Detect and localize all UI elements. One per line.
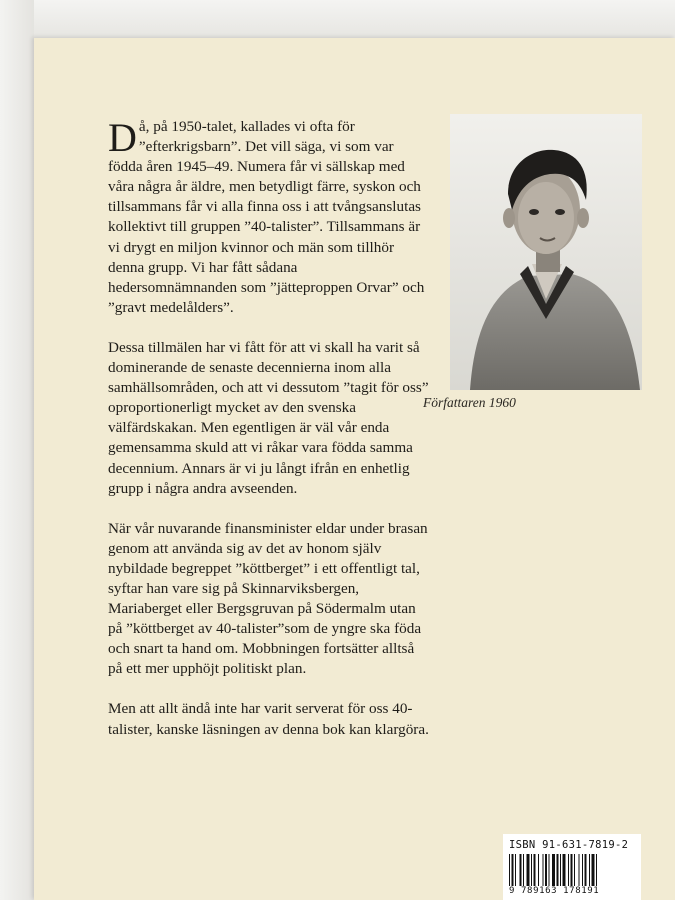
paragraph-3: När vår nuvarande finansminister eldar under brasan genom att använda sig av det av honom själv nybildade begreppet ”köttberget” i ett offentligt tal, syftar han vare sig på Skinnarviksbergen, Mariaberget eller Bergsgruvan på Södermalm utan på ”köttberget av 40-talister”som de yngre ska föda och snart ta hand om. Mobbningen fortsätter alltså på ett mer upphöjt politiskt plan. bbox=[108, 519, 428, 678]
author-photo bbox=[450, 114, 642, 390]
backdrop-left bbox=[0, 0, 34, 900]
blurb-text bbox=[108, 117, 430, 760]
backdrop-wall bbox=[0, 0, 675, 40]
paragraph-4: Men att allt ändå inte har varit serverat för oss 40-talister, kanske läsningen av denna bok kan klargöra. bbox=[108, 700, 429, 738]
paragraph-1-text: å, på 1950-talet, kallades vi ofta för ”efterkrigsbarn”. Det vill säga, vi som var födda åren 1945–49. Numera får vi sällskap med våra några år äldre, men betydligt färre, syskon och tillsammans får vi alla finna oss i att tvångsanslutas kollektivt till gruppen ”40-talister”. Tillsammans är vi drygt en miljon kvinnor och män som tillhör denna grupp. Vi har fått sådana hedersomnämnanden som ”jätteproppen Orvar” och ”gravt medelålders”. bbox=[108, 118, 425, 316]
isbn-label: ISBN 91-631-7819-2 bbox=[509, 839, 629, 851]
paragraph-1 bbox=[108, 117, 430, 318]
barcode-digits: 9 789163 178191 bbox=[509, 886, 600, 896]
isbn-barcode bbox=[503, 834, 641, 900]
drop-cap: D bbox=[108, 115, 137, 160]
paragraph-2: Dessa tillmälen har vi fått för att vi skall ha varit så dominerande de senaste decennierna inom alla samhällsområden, och att vi dessutom ”tagit för oss” oproportionerligt mycket av den svenska välfärdskakan. Men egentligen är väl vår enda gemensamma skuld att vi råkar vara födda samma decennium. Annars är vi ju långt ifrån en enhetlig grupp i några andra avseenden. bbox=[108, 338, 429, 497]
photo-caption: Författaren 1960 bbox=[423, 395, 516, 410]
barcode-bars bbox=[509, 854, 637, 886]
author-portrait-image bbox=[450, 114, 642, 390]
